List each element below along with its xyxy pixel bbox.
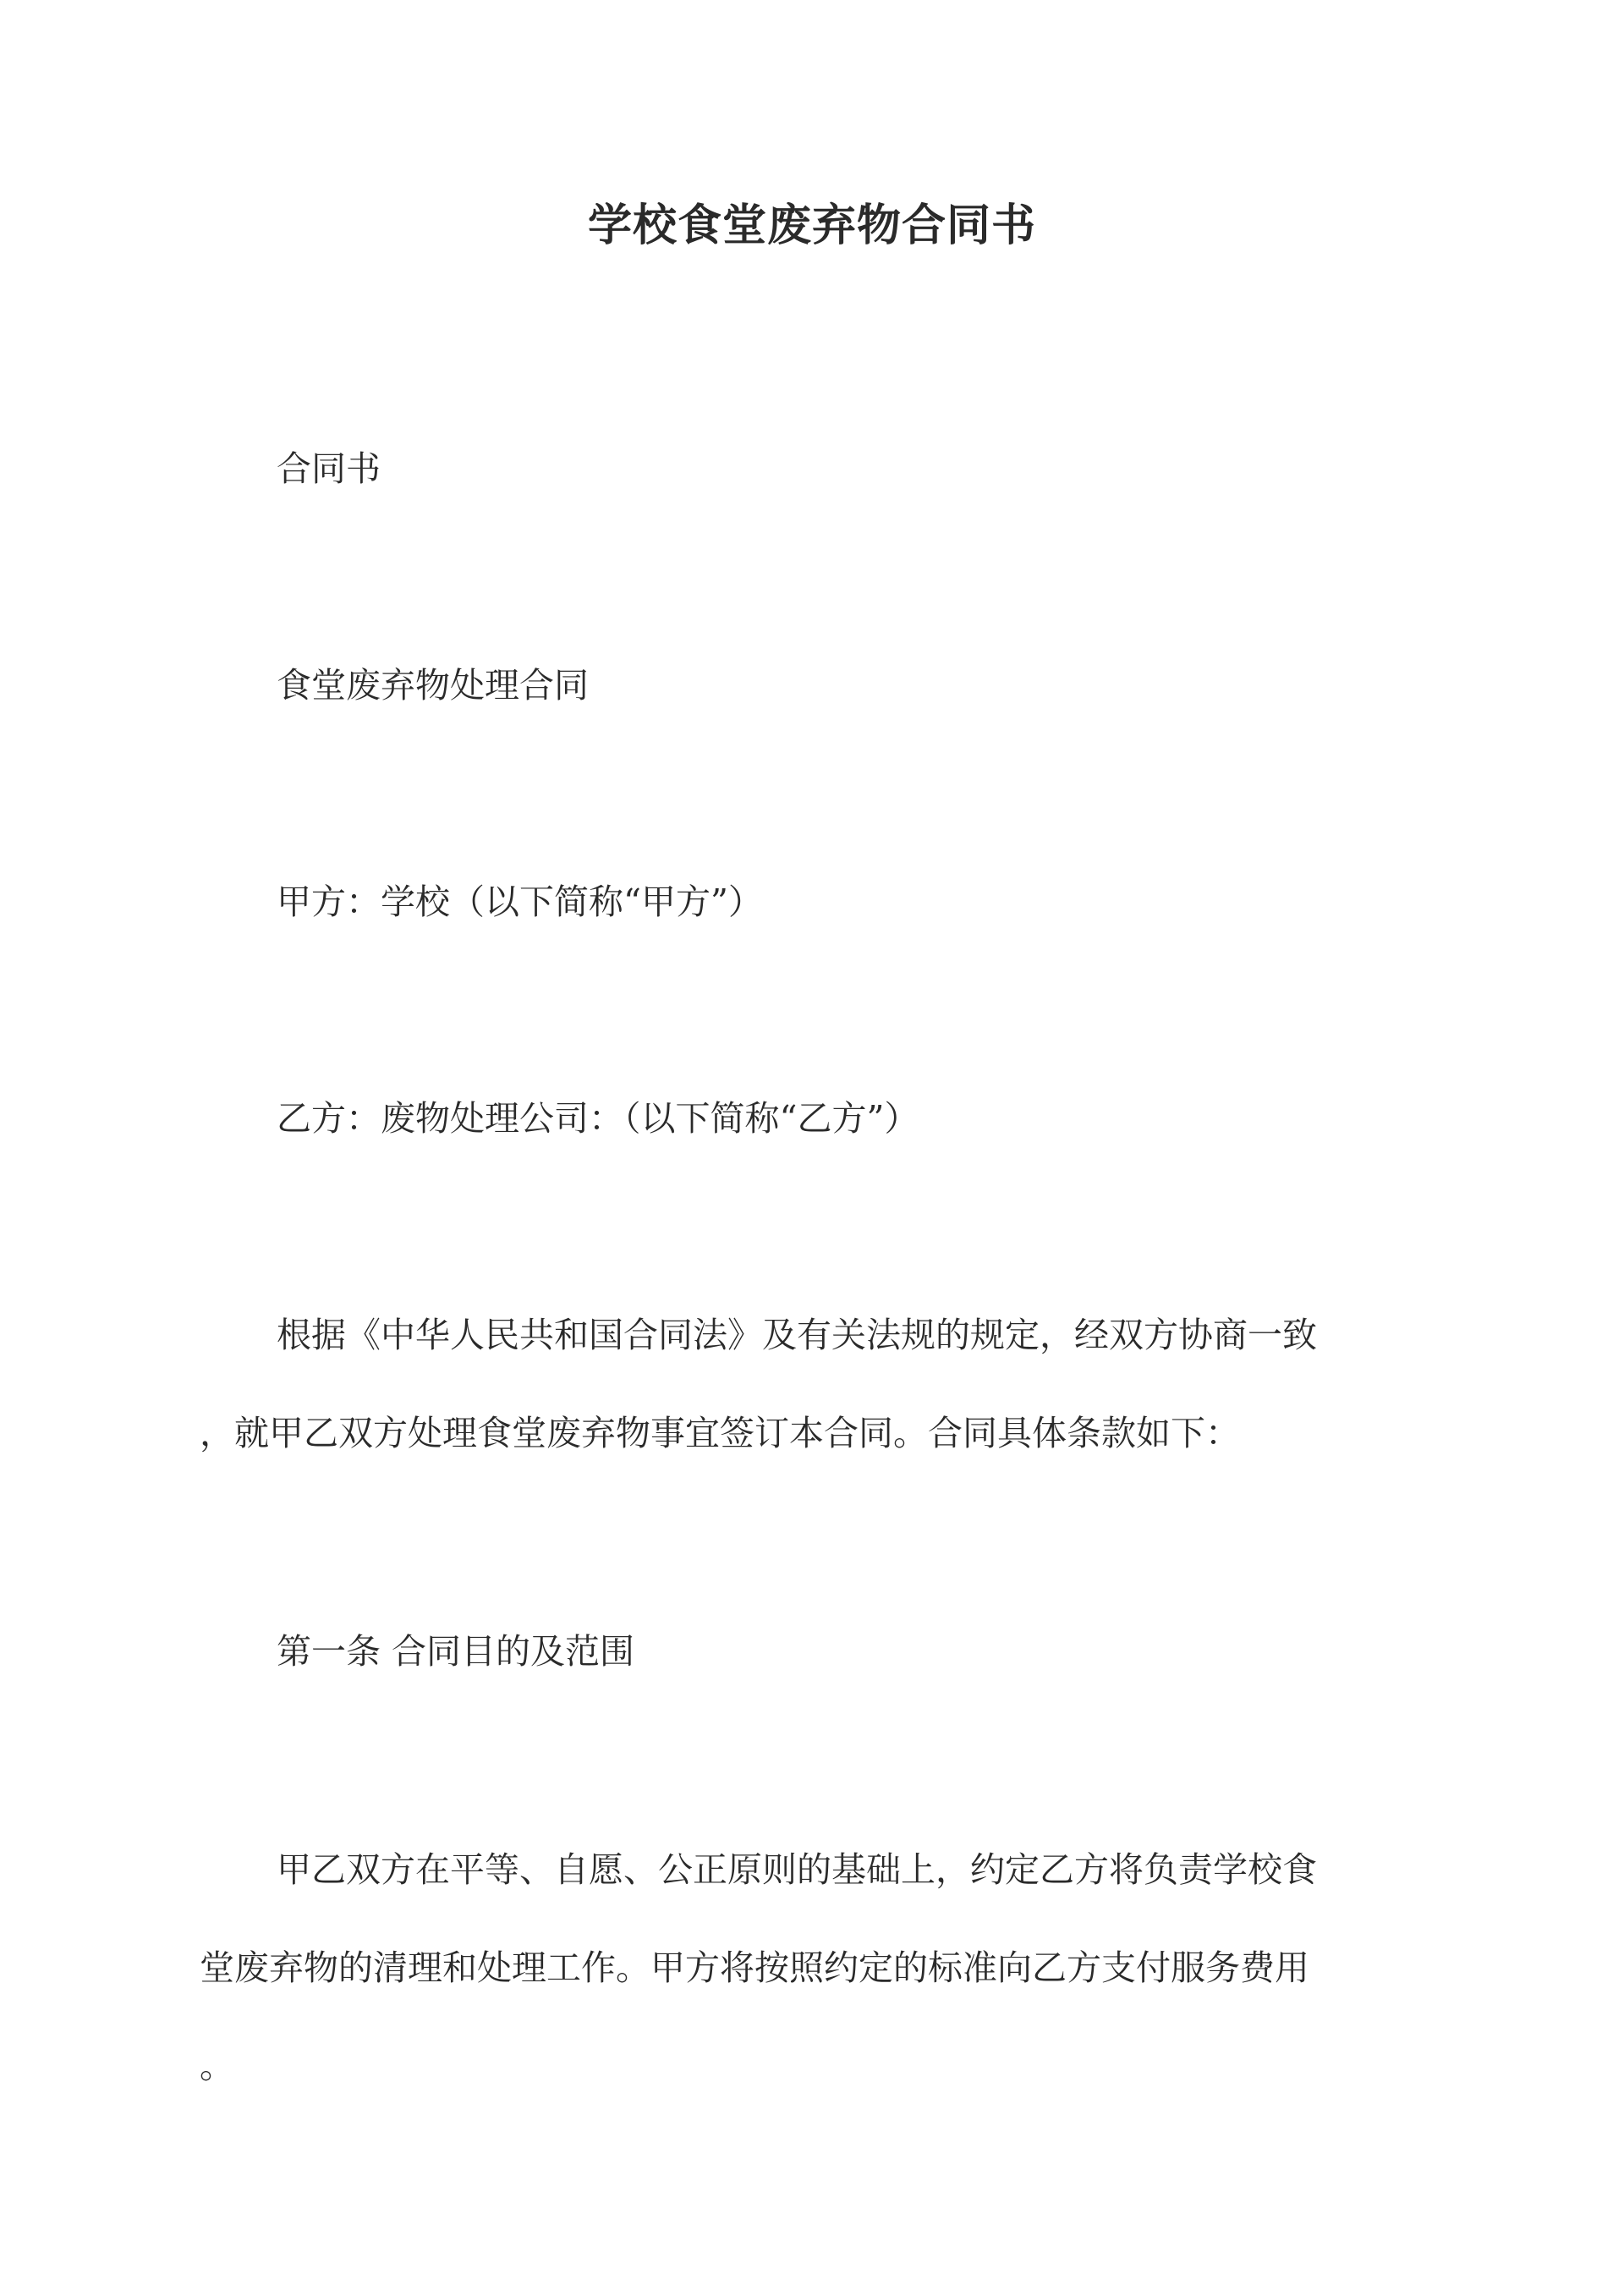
preamble-line-2: ，就甲乙双方处理食堂废弃物事宜签订本合同。合同具体条款如下：	[200, 1413, 1240, 1453]
article-1-line-3: 。	[200, 2046, 234, 2086]
heading-contract: 合同书	[277, 448, 381, 489]
page-title: 学校食堂废弃物合同书	[587, 200, 1036, 251]
article-1-line-2: 堂废弃物的清理和处理工作。甲方将按照约定的标准向乙方支付服务费用	[200, 1947, 1309, 1988]
party-b-line: 乙方：废物处理公司：（以下简称“乙方”）	[277, 1098, 919, 1139]
article-1-line-1: 甲乙双方在平等、自愿、公正原则的基础上，约定乙方将负责学校食	[277, 1849, 1317, 1890]
party-a-line: 甲方：学校（以下简称“甲方”）	[277, 882, 763, 922]
heading-contract-name: 食堂废弃物处理合同	[277, 665, 589, 706]
preamble-line-1: 根据《中华人民共和国合同法》及有关法规的规定，经双方协商一致	[277, 1315, 1317, 1355]
article-1-heading: 第一条 合同目的及范围	[277, 1631, 635, 1672]
